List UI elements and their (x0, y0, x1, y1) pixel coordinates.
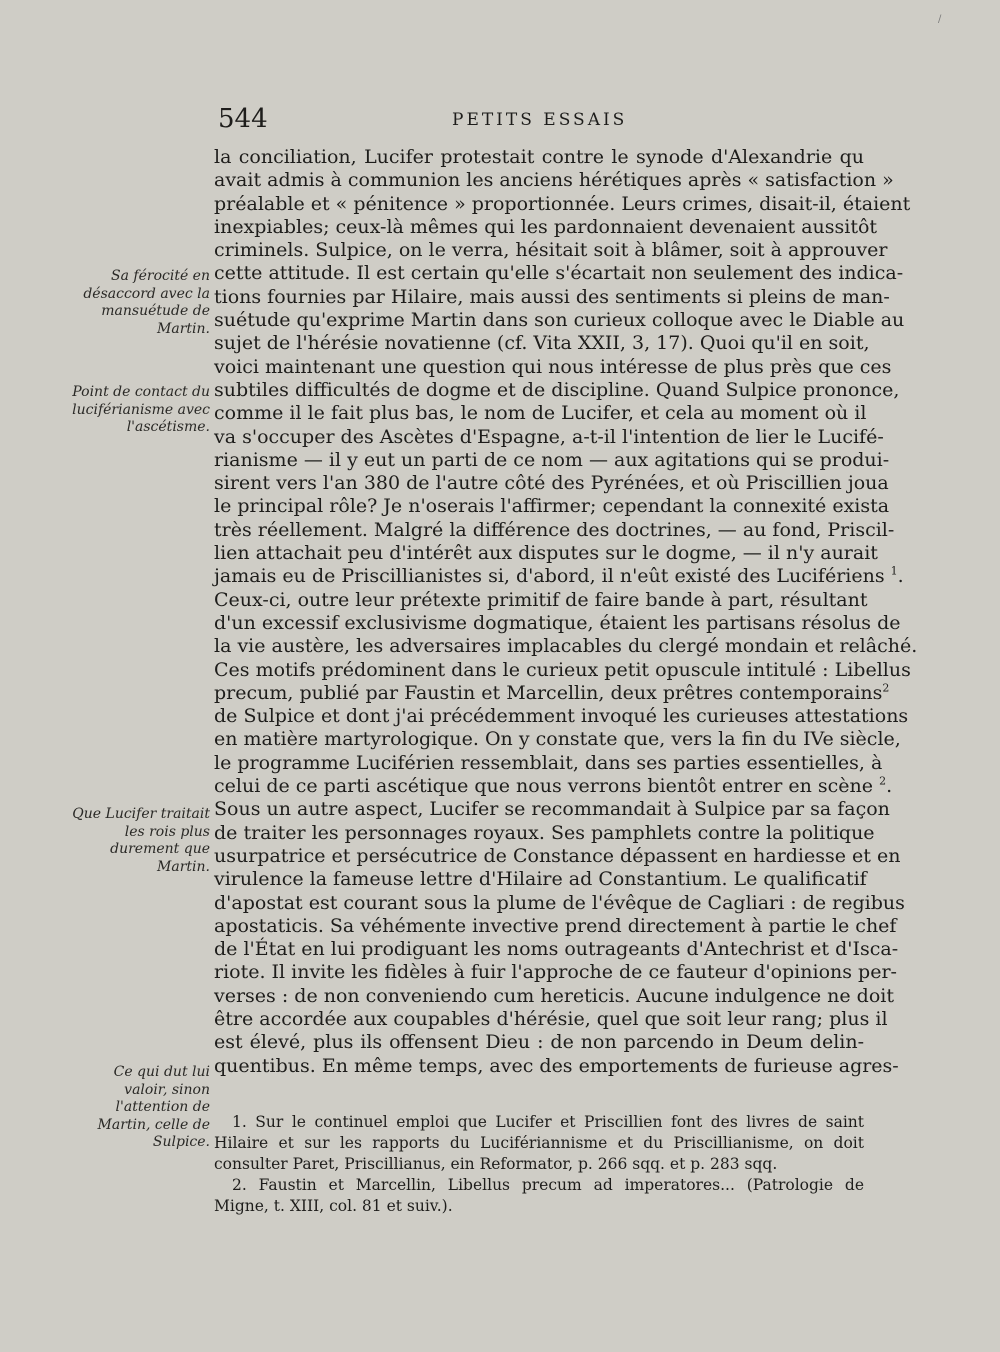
text-line-with-note: jamais eu de Priscillianistes si, d'abord, il n'eût existé des Lucifériens $^1$. (214, 565, 904, 588)
footnote-ref: 1 (890, 565, 898, 579)
footnote-ref: 2 (879, 774, 887, 788)
page-number: 544 (218, 104, 268, 134)
text-line: riote. Il invite les fidèles à fuir l'approche de ce fauteur d'opinions per- (214, 961, 897, 984)
text-line: est élevé, plus ils offensent Dieu : de non parcendo in Deum delin- (214, 1031, 864, 1054)
text-line: sirent vers l'an 380 de l'autre côté des Pyrénées, et où Priscillien joua (214, 472, 889, 495)
text-line: en matière martyrologique. On y constate que, vers la fin du IVe siècle, (214, 728, 901, 751)
margin-note: Sa férocité en désaccord avec la mansuétude de Martin. (83, 268, 210, 337)
footnote-line: 2. Faustin et Marcellin, Libellus precum ad imperatores... (Patrologie de (232, 1176, 864, 1194)
text-line: rianisme — il y eut un parti de ce nom — aux agitations qui se produi- (214, 448, 890, 471)
text-line: le programme Luciférien ressemblait, dans ses parties essentielles, à (214, 751, 883, 774)
text-line: d'un excessif exclusivisme dogmatique, étaient les partisans résolus de (214, 611, 901, 634)
text-line: Ces motifs prédominent dans le curieux petit opuscule intitulé : Libellus (214, 658, 911, 681)
text-line: criminels. Sulpice, on le verra, hésitait soit à blâmer, soit à approuver (214, 239, 888, 262)
text-line: comme il le fait plus bas, le nom de Lucifer, et cela au moment où il (214, 402, 867, 425)
text-line: jamais eu de Priscillianistes si, d'abord, il n'eût existé des Lucifériens (214, 565, 885, 588)
text-line: celui de ce parti ascétique que nous verrons bientôt entrer en scène (214, 775, 874, 798)
text-line: tions fournies par Hilaire, mais aussi des sentiments si pleins de man- (214, 285, 890, 308)
text-line: de l'État en lui prodiguant les noms outrageants d'Antechrist et d'Isca- (214, 938, 899, 961)
text-line: la conciliation, Lucifer protestait contre le synode d'Alexandrie qu (214, 146, 864, 168)
margin-note: Que Lucifer traitait les rois plus durement que Martin. (72, 806, 210, 875)
text-line: quentibus. En même temps, avec des emportements de furieuse agres- (214, 1054, 899, 1077)
footnote-ref: 2 (882, 681, 890, 695)
text-line: préalable et « pénitence » proportionnée. Leurs crimes, disait-il, étaient (214, 192, 911, 215)
text-line: Ceux-ci, outre leur prétexte primitif de faire bande à part, résultant (214, 588, 868, 611)
text-line: apostaticis. Sa véhémente invective prend directement à partie le chef (214, 914, 897, 937)
text-line: usurpatrice et persécutrice de Constance dépassent en hardiesse et en (214, 844, 901, 867)
text-line: cette attitude. Il est certain qu'elle s'écartait non seulement des indica- (214, 262, 904, 285)
text-line: voici maintenant une question qui nous intéresse de plus près que ces (214, 355, 892, 378)
text-line: lien attachait peu d'intérêt aux disputes sur le dogme, — il n'y aurait (214, 542, 878, 565)
page-header (212, 104, 872, 144)
text-line: suétude qu'exprime Martin dans son curieux colloque avec le Diable au (214, 309, 905, 332)
text-line: subtiles difficultés de dogme et de discipline. Quand Sulpice prononce, (214, 378, 900, 401)
text-line: de Sulpice et dont j'ai précédemment invoqué les curieuses attestations (214, 705, 909, 728)
text-line: Sous un autre aspect, Lucifer se recommandait à Sulpice par sa façon (214, 798, 890, 821)
text-line-with-note: celui de ce parti ascétique que nous verrons bientôt entrer en scène $^2$. (214, 774, 893, 798)
text-line: la vie austère, les adversaires implacables du clergé mondain et relâché. (214, 635, 918, 658)
margin-note: Point de contact du luciférianisme avec l'ascétisme. (72, 384, 210, 435)
text-line: d'apostat est courant sous la plume de l'évêque de Cagliari : de regibus (214, 891, 905, 914)
text-line-with-note (214, 681, 890, 705)
text-line: être accordée aux coupables d'hérésie, quel que soit leur rang; plus il (214, 1007, 888, 1030)
footnote-line: consulter Paret, Priscillianus, ein Reformator, p. 266 sqq. et p. 283 sqq. (214, 1155, 778, 1173)
corner-mark: / (938, 14, 942, 25)
text-line: très réellement. Malgré la différence des doctrines, — au fond, Priscil- (214, 518, 895, 541)
footnote-line: 1. Sur le continuel emploi que Lucifer et Priscillien font des livres de saint (232, 1113, 864, 1131)
text-line: precum, publié par Faustin et Marcellin, deux prêtres contemporains (214, 681, 883, 704)
text-line: sujet de l'hérésie novatienne (cf. Vita XXII, 3, 17). Quoi qu'il en soit, (214, 332, 870, 355)
footnotes (214, 1112, 864, 1217)
margin-note: Ce qui dut lui valoir, sinon l'attention de Martin, celle de Sulpice. (97, 1064, 210, 1150)
main-text (214, 146, 918, 1078)
text-line: de traiter les personnages royaux. Ses pamphlets contre la politique (214, 821, 875, 844)
text-line: va s'occuper des Ascètes d'Espagne, a-t-il l'intention de lier le Lucifé- (214, 425, 884, 448)
text-line: inexpiables; ceux-là mêmes qui les pardonnaient devenaient aussitôt (214, 215, 878, 238)
text-line: le principal rôle? Je n'oserais l'affirmer; cependant la connexité exista (214, 495, 890, 518)
running-title: PETITS ESSAIS (452, 110, 628, 130)
footnote-line: Migne, t. XIII, col. 81 et suiv.). (214, 1197, 453, 1215)
text-line: avait admis à communion les anciens hérétiques après « satisfaction » (214, 169, 894, 192)
text-line: virulence la fameuse lettre d'Hilaire ad Constantium. Le qualificatif (214, 868, 867, 891)
text-line: verses : de non conveniendo cum hereticis. Aucune indulgence ne doit (214, 984, 894, 1007)
footnote-line: Hilaire et sur les rapports du Lucifériannisme et du Priscillianisme, on doit (214, 1134, 864, 1152)
